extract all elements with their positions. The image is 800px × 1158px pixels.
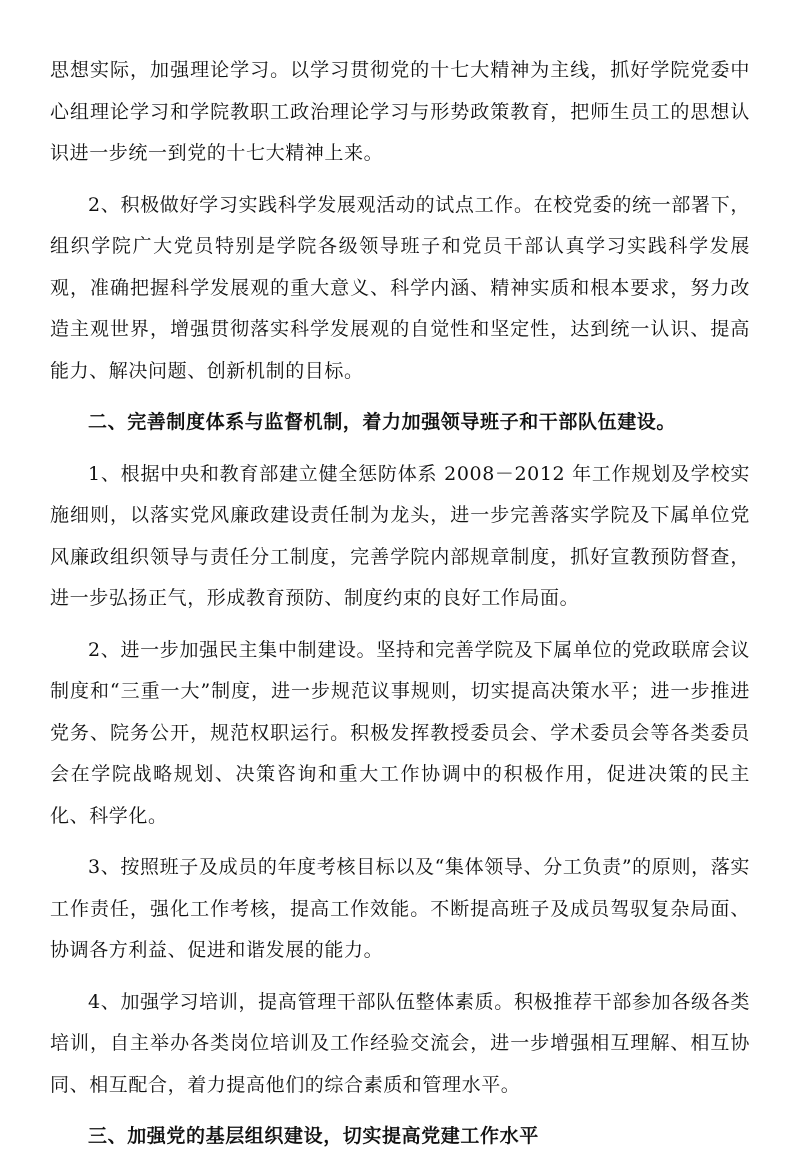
section-heading-3: 三、加强党的基层组织建设，切实提高党建工作水平 (88, 1125, 539, 1147)
paragraph-continuation: 思想实际，加强理论学习。以学习贯彻党的十七大精神为主线，抓好学院党委中心组理论学习和学院教职工政治理论学习与形势政策教育，把师生员工的思想认识进一步统一到党的十七大精神上来。 (50, 59, 750, 164)
paragraph-section2-item2: 2、进一步加强民主集中制建设。坚持和完善学院及下属单位的党政联席会议制度和“三重一大”制度，进一步规范议事规则，切实提高决策水平；进一步推进党务、院务公开，规范权职运行。积极发挥教授委员会、学术委员会等各类委员会在学院战略规划、决策咨询和重大工作协调中的积极作用，促进决策的民主化、科学化。 (50, 638, 750, 827)
section-heading-2: 二、完善制度体系与监督机制，着力加强领导班子和干部队伍建设。 (88, 411, 677, 433)
paragraph-section2-item4: 4、加强学习培训，提高管理干部队伍整体素质。积极推荐干部参加各级各类培训，自主举办各类岗位培训及工作经验交流会，进一步增强相互理解、相互协同、相互配合，着力提高他们的综合素质和管理水平。 (50, 990, 750, 1096)
paragraph-section2-item3: 3、按照班子及成员的年度考核目标以及“集体领导、分工负责”的原则，落实工作责任，强化工作考核，提高工作效能。不断提高班子及成员驾驭复杂局面、协调各方利益、促进和谐发展的能力。 (50, 856, 750, 961)
document-page (50, 50, 750, 1158)
paragraph-item-2-pilot-work: 2、积极做好学习实践科学发展观活动的试点工作。在校党委的统一部署下，组织学院广大党员特别是学院各级领导班子和党员干部认真学习实践科学发展观，准确把握科学发展观的重大意义、科学内涵、精神实质和根本要求，努力改造主观世界，增强贯彻落实科学发展观的自觉性和坚定性，达到统一认识、提高能力、解决问题、创新机制的目标。 (50, 193, 750, 382)
paragraph-section2-item1: 1、根据中央和教育部建立健全惩防体系 2008－2012 年工作规划及学校实施细则，以落实党风廉政建设责任制为龙头，进一步完善落实学院及下属单位党风廉政组织领导与责任分工制度，完善学院内部规章制度，抓好宣教预防督查，进一步弘扬正气，形成教育预防、制度约束的良好工作局面。 (50, 462, 750, 609)
